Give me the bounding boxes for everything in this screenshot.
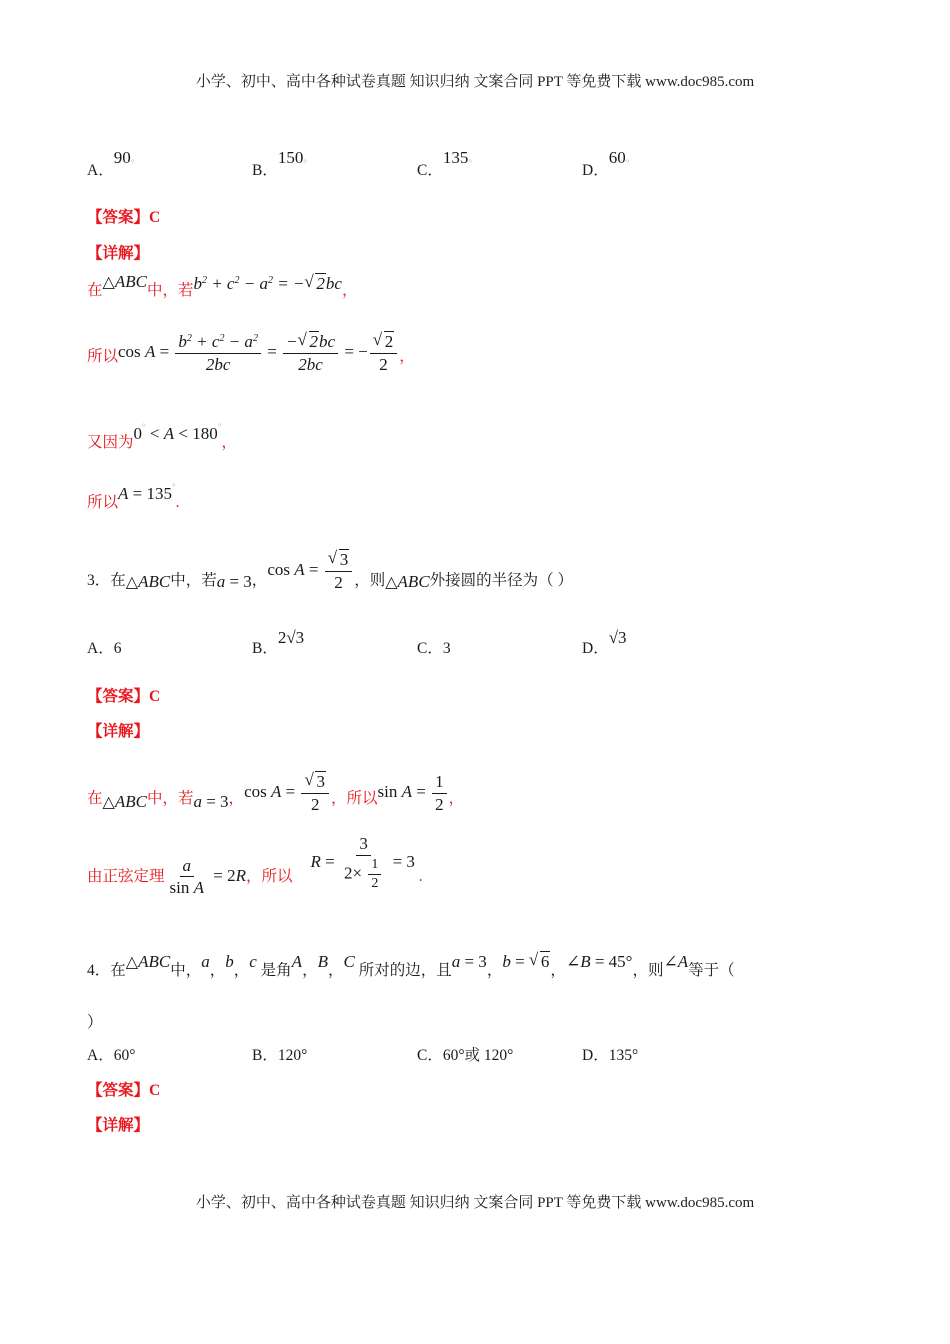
q4-stem: 4．在△ABC中，a，b，c 是角A，B，C 所对的边，且a = 3，b = √ 6，∠B = 45°，则∠A等于（: [87, 950, 735, 979]
q4-option-c: C．60°或 120°: [417, 1047, 514, 1064]
q4-option-d: D．135°: [582, 1047, 639, 1064]
q2-option-a: A．90°: [87, 148, 135, 179]
q3-option-b: B．2√3: [252, 628, 305, 657]
q2-option-d: D．60°: [582, 148, 630, 179]
q3-detail-line1: 在△ABC中，若a = 3，cos A = √ 3 2 ，所以sin A = $\frac{1}{2}$ ，: [87, 770, 465, 814]
q2-detail-line4: 所以A = 135°.: [87, 482, 180, 511]
q2-detail-label: 【详解】: [87, 245, 150, 262]
q2-detail-line2: 所以cos A = $\frac{b^2 + c^2 - a^2}{2bc}$ = − √ 2bc 2bc = − √ 2 2 ，: [87, 330, 415, 374]
q4-option-b: B．120°: [252, 1047, 308, 1064]
q3-option-d: D．√3: [582, 628, 627, 657]
q2-option-b: B．150°: [252, 148, 307, 179]
q2-detail-line3: 又因为0° < A < 180°，: [87, 422, 237, 451]
q4-option-a: A．60°: [87, 1047, 136, 1064]
q2-answer: 【答案】C: [87, 209, 161, 226]
q3-answer: 【答案】C: [87, 688, 161, 705]
q2-detail-line1: 在△ABC中，若$b^2 + c^2 - a^2$ = − √ 2bc，: [87, 272, 358, 299]
q3-option-c: C．3: [417, 640, 451, 657]
q3-detail-line2: 由正弦定理 $\frac{a}{\text{sin A}}$ = 2R，所以R = 3 2× $\frac{1}{2}$ = 3 .: [87, 834, 423, 898]
q4-answer: 【答案】C: [87, 1082, 161, 1099]
q4-detail-label: 【详解】: [87, 1117, 150, 1134]
q2-option-c: C．135°: [417, 148, 472, 179]
q3-stem: 3．在△ABC中，若a = 3，cos A = √ 3 2 ，则△ABC外接圆的半径为（ ）: [87, 548, 574, 592]
q3-detail-label: 【详解】: [87, 723, 150, 740]
q4-stem-close: ）: [87, 1014, 103, 1031]
page-header: 小学、初中、高中各种试卷真题 知识归纳 文案合同 PPT 等免费下载 www.doc985.com: [195, 74, 755, 90]
q3-option-a: A．6: [87, 640, 122, 657]
page-footer: 小学、初中、高中各种试卷真题 知识归纳 文案合同 PPT 等免费下载 www.doc985.com: [195, 1195, 755, 1211]
